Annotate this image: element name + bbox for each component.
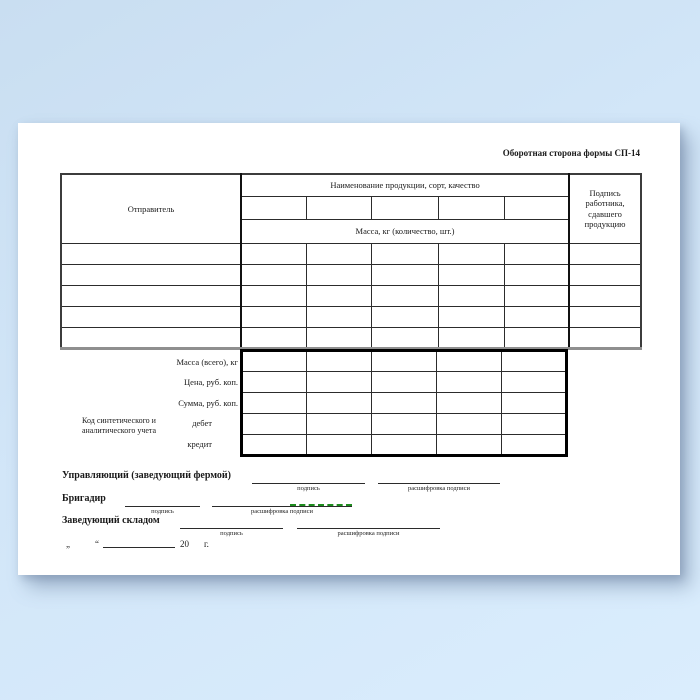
mass-cell [438,327,504,348]
totals-cell [437,414,502,435]
totals-cell [242,435,307,456]
credit-label: кредит [187,439,212,449]
price-label: Цена, руб. коп. [184,377,238,387]
totals-cell [307,414,372,435]
sum-label: Сумма, руб. коп. [178,398,238,408]
totals-grid [240,349,568,457]
mass-cell [371,306,438,327]
totals-cell [437,393,502,414]
totals-cell [437,372,502,393]
mass-cell [241,264,306,285]
mass-cell [504,306,569,327]
worker-signature-header-cell: Подпись работника, сдавшего продукцию [569,174,641,243]
warehouse-signature-line [180,516,283,529]
mass-cell [241,243,306,264]
product-name-cell [306,196,371,219]
signature-caption: подпись [297,485,320,492]
mass-cell [241,327,306,348]
mass-cell [306,327,371,348]
date-month-line [103,535,175,548]
transcript-caption: расшифровка подписи [407,485,471,492]
worker-signature-cell [569,243,641,264]
form-title: Оборотная сторона формы СП-14 [502,148,640,158]
brigadier-label: Бригадир [62,493,106,504]
mass-cell [371,327,438,348]
worker-signature-cell [569,306,641,327]
totals-cell [372,414,437,435]
product-name-cell [241,196,306,219]
mass-header-cell: Масса, кг (количество, шт.) [241,219,569,243]
mass-cell [504,327,569,348]
signature-caption: подпись [220,530,243,537]
totals-cell [242,372,307,393]
warehouse-transcript-line [297,516,440,529]
mass-cell [504,264,569,285]
totals-cell [502,372,567,393]
totals-cell [242,351,307,372]
document-page [18,123,680,575]
transcript-caption: расшифровка подписи [250,508,314,515]
totals-cell [307,435,372,456]
product-name-cell [504,196,569,219]
date-close-quote: “ [95,539,99,549]
date-open-quote: „ [66,539,70,549]
sender-header-cell: Отправитель [61,174,241,243]
sender-cell [61,306,241,327]
debit-label: дебет [192,418,212,428]
sender-cell [61,264,241,285]
mass-cell [241,306,306,327]
totals-cell [502,393,567,414]
totals-cell [307,351,372,372]
transcript-caption: расшифровка подписи [337,530,400,537]
products-table [60,173,642,350]
brigadier-signature-line [125,494,200,507]
mass-cell [438,243,504,264]
sender-cell [61,285,241,306]
sender-cell [61,243,241,264]
mass-cell [438,306,504,327]
product-name-cell [371,196,438,219]
totals-cell [372,372,437,393]
mass-cell [504,285,569,306]
sender-cell [61,327,241,348]
totals-cell [307,372,372,393]
mass-cell [306,285,371,306]
mass-cell [371,264,438,285]
account-code-label: Код синтетического и аналитического учета [81,416,157,436]
mass-cell [306,306,371,327]
product-name-cell [438,196,504,219]
signature-caption: подпись [151,508,174,515]
totals-cell [307,393,372,414]
totals-cell [242,393,307,414]
totals-cell [502,435,567,456]
date-century: 20 [180,539,189,549]
manager-signature-line [252,471,365,484]
mass-cell [504,243,569,264]
totals-cell [502,414,567,435]
totals-cell [372,393,437,414]
totals-cell [372,351,437,372]
mass-cell [438,285,504,306]
manager-label: Управляющий (заведующий фермой) [62,470,231,481]
date-year-suffix: г. [204,539,209,549]
mass-cell [438,264,504,285]
totals-cell [372,435,437,456]
mass-cell [306,243,371,264]
manager-transcript-line [378,471,500,484]
worker-signature-cell [569,264,641,285]
totals-cell [502,351,567,372]
mass-cell [306,264,371,285]
mass-cell [371,285,438,306]
totals-cell [437,351,502,372]
product-header-cell: Наименование продукции, сорт, качество [241,174,569,196]
green-spellcheck-underline [290,493,352,506]
totals-cell [242,414,307,435]
total-mass-label: Масса (всего), кг [176,357,238,367]
mass-cell [241,285,306,306]
totals-cell [437,435,502,456]
worker-signature-cell [569,327,641,348]
warehouse-manager-label: Заведующий складом [62,515,160,526]
mass-cell [371,243,438,264]
worker-signature-cell [569,285,641,306]
